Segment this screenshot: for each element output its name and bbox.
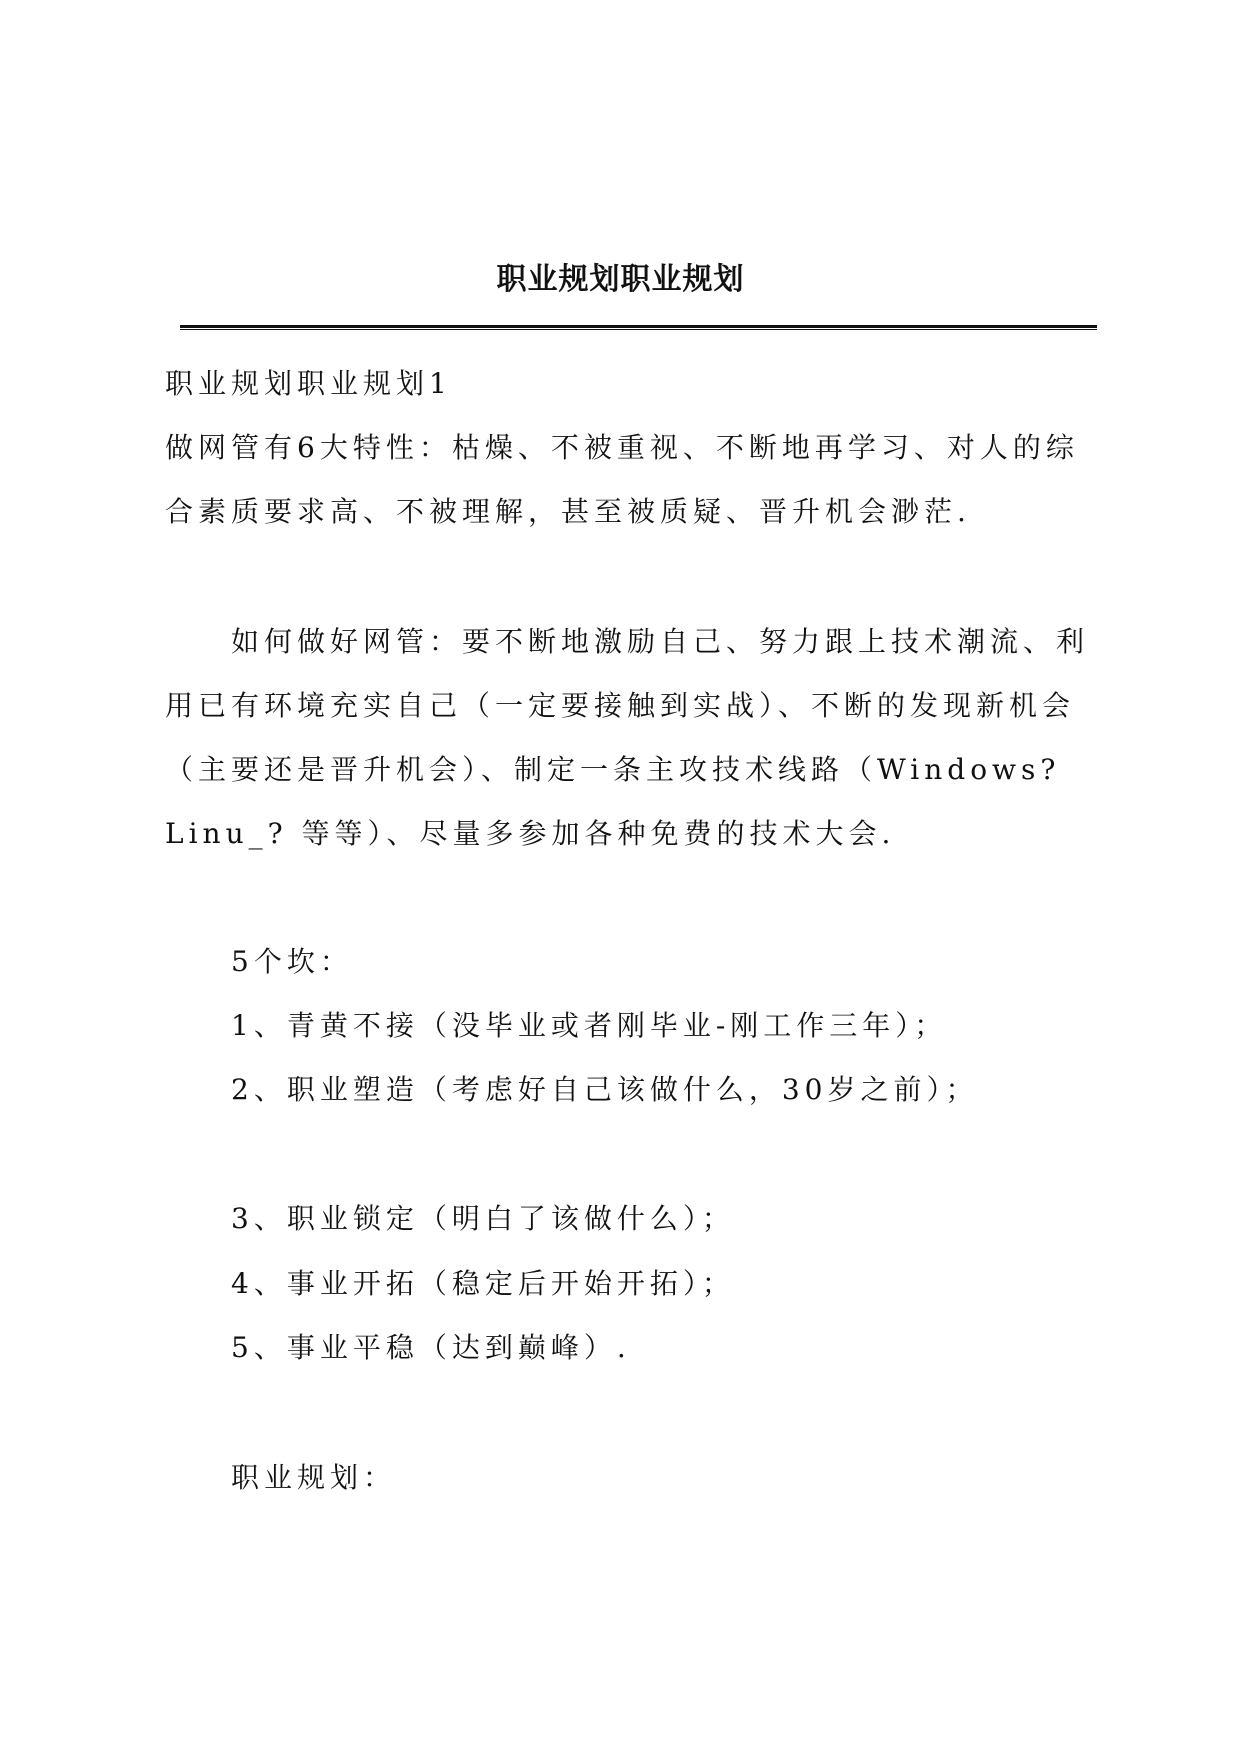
title-divider bbox=[180, 325, 1097, 330]
section-heading: 职业规划职业规划1 bbox=[165, 367, 452, 400]
list-item: 4、事业开拓（稳定后开始开拓）； bbox=[231, 1267, 735, 1300]
paragraph-line: Linu_? 等等）、尽量多参加各种免费的技术大会. bbox=[165, 817, 896, 850]
paragraph-line: 如何做好网管：要不断地激励自己、努力跟上技术潮流、利 bbox=[231, 625, 1090, 658]
paragraph-line: （主要还是晋升机会）、制定一条主攻技术线路（Windows? bbox=[165, 753, 1061, 786]
paragraph-line: 合素质要求高、不被理解，甚至被质疑、晋升机会渺茫. bbox=[165, 495, 971, 528]
list-item: 3、职业锁定（明白了该做什么）； bbox=[231, 1202, 735, 1235]
document-title: 职业规划职业规划 bbox=[496, 262, 745, 297]
list-item: 2、职业塑造（考虑好自己该做什么，30岁之前）； bbox=[231, 1073, 979, 1106]
section-label: 职业规划： bbox=[231, 1461, 397, 1494]
list-heading: 5个坎： bbox=[231, 945, 353, 978]
list-item: 1、青黄不接（没毕业或者刚毕业-刚工作三年）； bbox=[231, 1009, 948, 1042]
paragraph-line: 用已有环境充实自己（一定要接触到实战）、不断的发现新机会 bbox=[165, 689, 1076, 722]
paragraph-line: 做网管有6大特性：枯燥、不被重视、不断地再学习、对人的综 bbox=[165, 431, 1079, 464]
list-item: 5、事业平稳（达到巅峰）. bbox=[231, 1331, 631, 1364]
